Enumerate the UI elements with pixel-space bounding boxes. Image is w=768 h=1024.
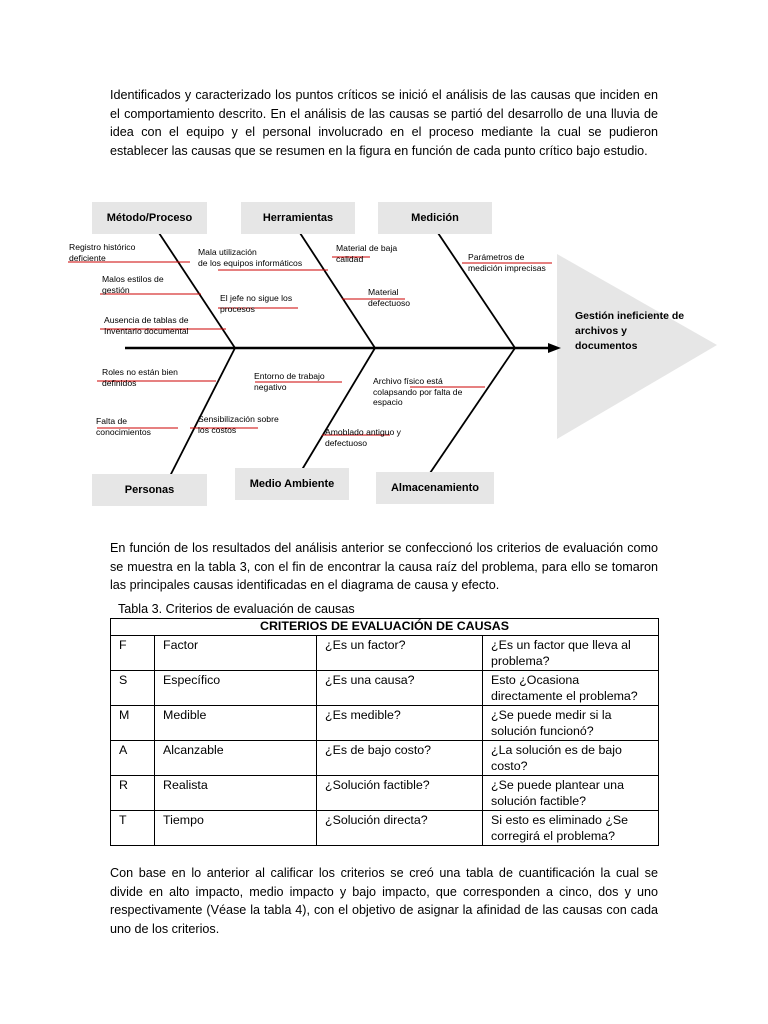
effect-label: Gestión ineficiente de archivos y documentos <box>575 310 685 352</box>
category-almacenamiento: Almacenamiento <box>376 472 494 504</box>
table-cell: Realista <box>155 776 317 811</box>
table-cell: R <box>111 776 155 811</box>
category-medicion: Medición <box>378 202 492 234</box>
cause-falta-conocimientos: Falta de conocimientos <box>96 416 151 437</box>
bone-personas <box>170 348 235 476</box>
table-cell: Factor <box>155 636 317 671</box>
category-herramientas: Herramientas <box>241 202 355 234</box>
cause-amoblado: Amoblado antiguo y defectuoso <box>325 427 401 448</box>
table-cell: ¿Es medible? <box>317 706 483 741</box>
table-cell: F <box>111 636 155 671</box>
table-row <box>111 706 659 741</box>
table-caption: Tabla 3. Criterios de evaluación de causas <box>118 602 355 616</box>
table-cell: ¿Solución directa? <box>317 811 483 846</box>
table-row <box>111 811 659 846</box>
table-cell: Si esto es eliminado ¿Se corregirá el problema? <box>483 811 659 846</box>
table-row <box>111 636 659 671</box>
category-personas: Personas <box>92 474 207 506</box>
table-cell: Alcanzable <box>155 741 317 776</box>
table-cell: A <box>111 741 155 776</box>
category-metodo-proceso: Método/Proceso <box>92 202 207 234</box>
table-cell: S <box>111 671 155 706</box>
bone-medio-ambiente <box>300 348 375 473</box>
table-cell: Tiempo <box>155 811 317 846</box>
cause-entorno-trabajo: Entorno de trabajo negativo <box>254 371 325 392</box>
cause-roles: Roles no están bien definidos <box>102 367 178 388</box>
category-medio-ambiente: Medio Ambiente <box>235 468 349 500</box>
table-header: CRITERIOS DE EVALUACIÓN DE CAUSAS <box>111 619 659 636</box>
cause-ausencia-tablas: Ausencia de tablas de Inventario documental <box>104 315 189 336</box>
table-cell: ¿Solución factible? <box>317 776 483 811</box>
criteria-table <box>110 618 659 846</box>
closing-paragraph: Con base en lo anterior al calificar los criterios se creó una tabla de cuantificación la cual se divide en alto impacto, medio impacto y bajo impacto, que corresponden a cinco, dos y uno respectivamente (Véase la tabla 4), con el objetivo de asignar la afinidad de las causas con cada uno de los criterios. <box>110 866 658 936</box>
cause-material-baja-calidad: Material de baja calidad <box>336 243 398 264</box>
cause-registro-historico: Registro histórico deficiente <box>69 242 136 263</box>
table-cell: T <box>111 811 155 846</box>
cause-parametros-medicion: Parámetros de medición imprecisas <box>468 252 546 273</box>
cause-jefe-procesos: El jefe no sigue los procesos <box>220 293 293 314</box>
table-cell: Medible <box>155 706 317 741</box>
cause-malos-estilos: Malos estilos de gestión <box>102 274 164 295</box>
table-cell: ¿Es una causa? <box>317 671 483 706</box>
table-row <box>111 741 659 776</box>
table-cell: M <box>111 706 155 741</box>
table-row <box>111 776 659 811</box>
table-row <box>111 671 659 706</box>
cause-archivo-fisico: Archivo físico está colapsando por falta de espacio <box>373 376 463 407</box>
table-cell: ¿Se puede medir si la solución funcionó? <box>483 706 659 741</box>
cause-mala-utilizacion: Mala utilización de los equipos informáticos <box>198 247 303 268</box>
table-cell: ¿Es un factor? <box>317 636 483 671</box>
table-cell: ¿Es de bajo costo? <box>317 741 483 776</box>
cause-material-defectuoso: Material defectuoso <box>368 287 411 308</box>
cause-sensibilizacion: Sensibilización sobre los costos <box>198 414 279 435</box>
table-cell: ¿La solución es de bajo costo? <box>483 741 659 776</box>
cause-effect-diagram <box>60 196 740 514</box>
table-cell: Específico <box>155 671 317 706</box>
table-cell: ¿Es un factor que lleva al problema? <box>483 636 659 671</box>
bone-almacenamiento <box>428 348 515 476</box>
bone-medicion <box>438 233 515 348</box>
fishbone-lines <box>60 196 740 514</box>
middle-paragraph: En función de los resultados del análisis anterior se confeccionó los criterios de evaluación como se muestra en la tabla 3, con el fin de encontrar la causa raíz del problema, para ello se tomaron las principales causas identificadas en el diagrama de causa y efecto. <box>110 541 658 593</box>
intro-paragraph: Identificados y caracterizado los puntos críticos se inició el análisis de las causas que inciden en el comportamiento descrito. En el análisis de las causas se partió del desarrollo de una lluvia de idea con el equipo y el personal involucrado en el proceso mediante la cual se pudieron establecer las causas que se resumen en la figura en función de cada punto crítico bajo estudio. <box>110 88 658 158</box>
table-cell: Esto ¿Ocasiona directamente el problema? <box>483 671 659 706</box>
table-cell: ¿Se puede plantear una solución factible? <box>483 776 659 811</box>
